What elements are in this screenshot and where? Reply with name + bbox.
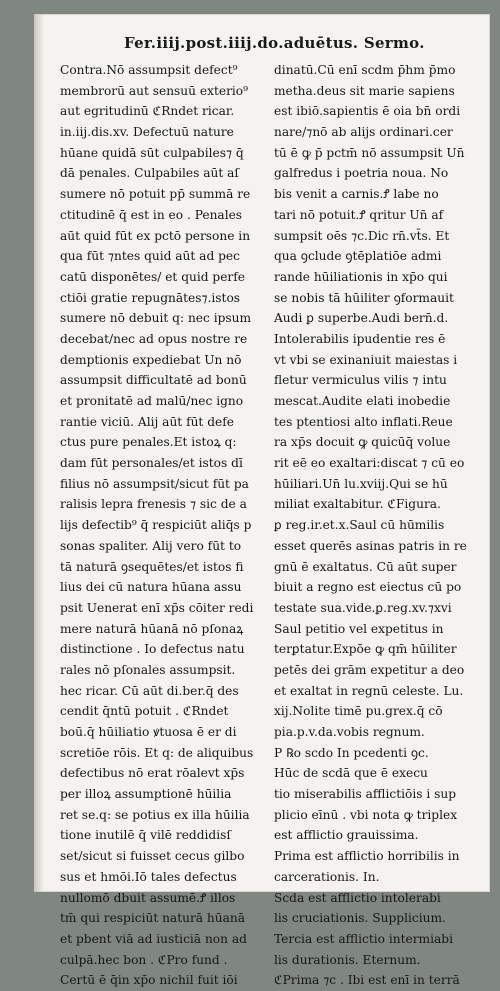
text-line: lis cruciationis. Supplicium.	[274, 911, 446, 926]
text-line: tes ptentiosi alto inflati.Reue	[274, 414, 453, 429]
text-line: et exaltat in regnū celeste. Lu.	[274, 683, 464, 698]
text-line: est afflictio grauissima.	[274, 828, 419, 843]
text-line: mere naturā hūanā nō pſonaꝝ	[60, 621, 244, 636]
text-line: bis venit a carnis.Ꝭ labe no	[274, 187, 439, 202]
text-line: Hūc de scdā que ē execu	[274, 766, 428, 781]
text-line: testate sua.vide.ꝑ.reg.xv.⁊xvi	[274, 600, 452, 615]
text-line: Contra.Nō assumpsit defect⁹	[60, 63, 238, 77]
text-line: Certū ē q̄in xp̄o nichil fuit iōi	[60, 973, 238, 988]
text-line: ctus pure penales.Et istoꝝ q:	[60, 435, 237, 450]
text-line: ctiōi gratie repugnātes⁊.istos	[60, 290, 241, 305]
text-line: mescat.Audite elati inobedie	[274, 394, 451, 408]
text-line: dam fūt personales/et istos dī	[60, 456, 243, 471]
text-line: Prima est afflictio horribilis in	[274, 849, 460, 864]
right-text-column	[274, 60, 482, 991]
text-line: metha.deus sit marie sapiens	[274, 83, 455, 98]
text-line: esset querēs asinas patris in re	[274, 538, 467, 553]
text-line: terꝑtatur.Expōe ꝙ qm̄ hūiliter	[274, 642, 457, 657]
text-line: qua ꝯclude ꝯtēplatiōe admi	[274, 249, 442, 264]
text-line: et pronitatē ad malū/nec igno	[60, 394, 244, 408]
text-line: Scda est afflictio intolerabi	[274, 890, 441, 905]
text-line: et pbent viā ad iusticiā non ad	[60, 931, 247, 946]
text-line: ret se.q: se potius ex illa hūilia	[60, 807, 250, 822]
text-line: ralisis lepra frenesis ⁊ sic de a	[60, 497, 247, 512]
text-line: aūt quid fūt ex pctō persone in	[60, 228, 251, 243]
text-line: ꝑ reg.ir.et.x.Saul cū hūmilis	[274, 518, 445, 533]
text-line: hec ricar. Cū aūt di.ber.q̄ des	[60, 683, 239, 698]
text-line: lijs defectib⁹ q̄ respiciūt aliq̄s p	[60, 518, 252, 533]
text-line: filius nō assumpsit/sicut fūt pa	[60, 476, 249, 491]
text-line: gnū ē exaltatus. Cū aūt super	[274, 559, 457, 574]
text-line: decebat/nec ad opus nostre re	[60, 331, 248, 346]
text-line: ra xp̄s docuit ꝙ quicūq̄ volue	[274, 435, 451, 450]
text-line: fletur vermiculus vilis ⁊ intu	[274, 373, 447, 388]
left-text-column	[60, 60, 265, 991]
text-line: sonas spaliter. Alij vero fūt to	[60, 538, 242, 553]
text-line: psit Uenerat enī xp̄s cōiter redi	[60, 600, 254, 615]
running-head: Fer.iiij.post.iiij.do.aduētus. Sermo.	[124, 34, 425, 52]
text-line: nare/⁊nō ab alijs ordinari.cer	[274, 125, 453, 140]
book-page	[34, 14, 490, 988]
text-line: sumere nō debuit q: nec ipsum	[60, 311, 252, 326]
text-line: rales nō pſonales assumpsit.	[60, 662, 236, 677]
text-line: boū.q̄ hūiliatio ꝟtuosa ē er di	[60, 725, 237, 739]
text-line: hūane quidā sūt culpabiles⁊ q̄	[60, 145, 244, 160]
text-line: tā naturā ꝯsequētes/et istos fi	[60, 559, 244, 574]
text-line: hūiliari.Un̄ lu.xviij.Qui se hū	[274, 476, 448, 491]
text-line: Tercia est afflictio intermiabi	[274, 931, 453, 946]
text-line: galfredus i poetria noua. No	[274, 166, 449, 181]
text-line: dā penales. Culpabiles aūt aſ	[60, 166, 239, 181]
text-line: P ℞o scdo In pcedenti ꝯc.	[274, 745, 429, 760]
text-line: demptionis expediebat Un nō	[60, 352, 242, 367]
text-line: miliat exaltabitur. ℭFigura.	[274, 497, 441, 512]
text-line: defectibus nō erat rōalevt xp̄s	[60, 766, 245, 781]
text-line: aut egritudinū ℭRndet ricar.	[60, 104, 235, 119]
text-line: per illoꝝ assumptionē hūilia	[60, 787, 232, 802]
text-line: sumere nō potuit pp̄ summā re	[60, 187, 251, 202]
text-line: Intolerabilis ipudentie res ē	[274, 331, 446, 346]
text-line: Saul petitio vel expetitus in	[274, 621, 444, 636]
text-line: membrorū aut sensuū exterio⁹	[60, 83, 249, 98]
text-line: se nobis tā hūiliter ꝯformauit	[274, 290, 454, 305]
text-line: qua fūt ⁊ntes quid aūt ad pec	[60, 249, 240, 264]
text-line: sus et hmōi.Iō tales defectus	[60, 869, 237, 884]
text-line: tari nō potuit.Ꝭ qritur Un̄ af	[274, 207, 444, 222]
text-line: assumpsit difficultatē ad bonū	[60, 373, 247, 388]
text-line: tū ē ꝙ p̄ pctm̄ nō assumpsit Un̄	[274, 145, 465, 160]
text-line: est ibiō.sapientis ē oia bn̄ ordi	[274, 104, 461, 119]
gutter-shadow	[34, 14, 44, 892]
text-line: biuit a regno est eiectus cū po	[274, 580, 462, 595]
text-line: rande hūiliationis in xp̄o qui	[274, 269, 448, 284]
text-line: ℭPrima ⁊c . Ibi est enī in terrā	[274, 973, 460, 988]
text-line: culpā.hec bon . ℭPro fund .	[60, 952, 228, 967]
text-line: rantie viciū. Alij aūt fūt defe	[60, 414, 234, 429]
text-line: pia.p.v.da.vobis regnum.	[274, 725, 425, 739]
text-line: dinatū.Cū enī scdm p̄hm p̄mo	[274, 63, 456, 77]
text-line: xij.Nolite timē pu.grex.q̄ cō	[274, 704, 443, 719]
text-line: catū disponētes/ et quid perfe	[60, 269, 245, 284]
text-line: set/sicut si fuisset cecus gilbo	[60, 849, 245, 864]
text-line: carcerationis. In.	[274, 869, 380, 884]
text-line: sumpsit oēs ⁊c.Dic rn̄.vt̄s. Et	[274, 228, 450, 243]
text-line: scretiōe rōis. Et q: de aliquibus	[60, 745, 254, 760]
text-line: tm̄ qui respiciūt naturā hūanā	[60, 911, 245, 926]
text-line: rit eē eo exaltari:discat ⁊ cū eo	[274, 456, 465, 471]
text-line: lius dei cū natura hūana assu	[60, 580, 242, 595]
text-line: Audi ꝑ superbe.Audi bern̄.d.	[274, 311, 449, 326]
text-line: tione inutilē q̄ vilē reddidisſ	[60, 828, 231, 843]
text-line: in.iij.dis.xv. Defectuū nature	[60, 125, 234, 140]
text-line: distinctione . Io defectus natu	[60, 642, 245, 657]
text-line: lis durationis. Eternum.	[274, 952, 421, 967]
text-line: cendit q̄ntū potuit . ℭRndet	[60, 704, 229, 719]
text-line: vt vbi se exinaniuit maiestas i	[274, 352, 458, 367]
text-line: petēs dei grām expetitur a deo	[274, 662, 465, 677]
text-line: nullomō dbuit assumē.Ꝭ illos	[60, 890, 236, 905]
text-line: plicio eīnū . vbi nota ꝙ triplex	[274, 807, 458, 822]
text-line: ctitudinē q̄ est in eo . Penales	[60, 207, 243, 222]
text-line: tio miserabilis afflictiōis i sup	[274, 787, 457, 802]
